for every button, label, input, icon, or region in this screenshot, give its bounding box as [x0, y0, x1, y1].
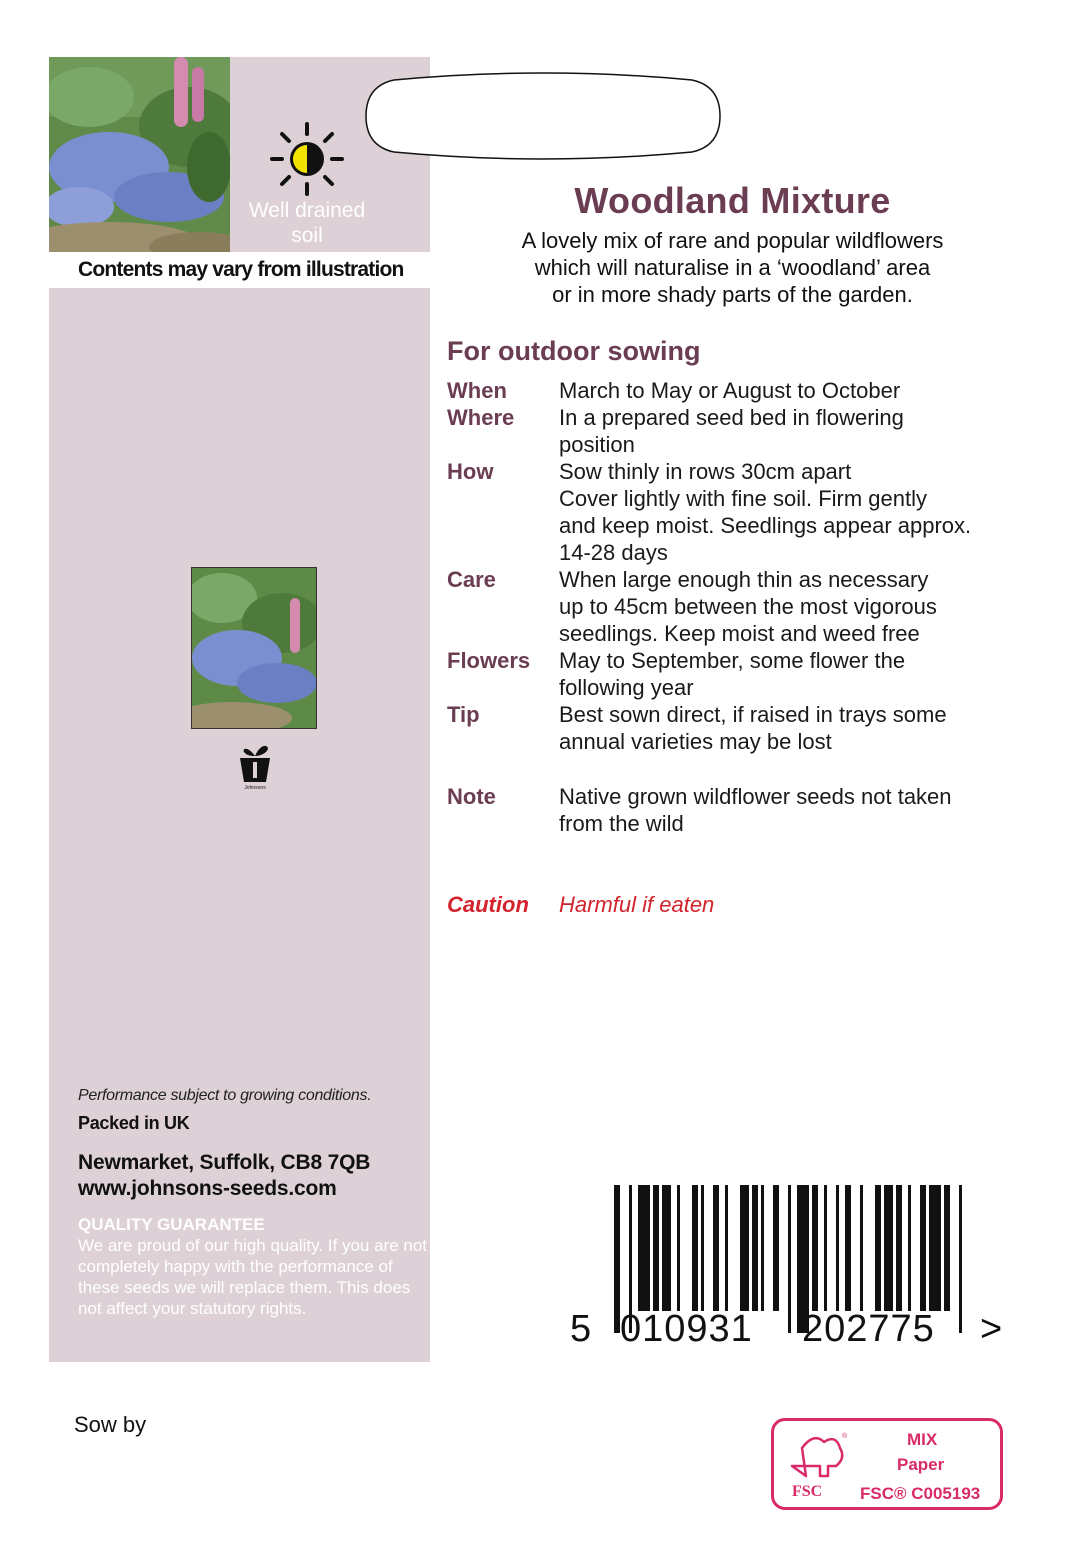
barcode-bar [653, 1185, 659, 1311]
barcode-bar [725, 1185, 728, 1311]
value-line: and keep moist. Seedlings appear approx. [559, 513, 972, 538]
value-line: up to 45cm between the most vigorous [559, 594, 937, 619]
row-value [559, 404, 1029, 458]
barcode-bar [845, 1185, 851, 1311]
packet-front-thumbnail [191, 567, 317, 729]
value-line: Best sown direct, if raised in trays some [559, 702, 947, 727]
barcode-bar [677, 1185, 680, 1311]
fsc-logo-text: FSC [792, 1483, 823, 1500]
value-line: Sow thinly in rows 30cm apart [559, 459, 852, 484]
barcode-digits-left: 010931 [620, 1308, 753, 1348]
row-value [559, 647, 1029, 701]
barcode-bar [713, 1185, 719, 1311]
barcode-digits-right: 202775 [802, 1308, 935, 1348]
value-line: position [559, 432, 635, 457]
row-value [559, 783, 1029, 837]
barcode-bar [896, 1185, 902, 1311]
value-line: In a prepared seed bed in flowering [559, 405, 904, 430]
sowing-heading: For outdoor sowing [447, 336, 701, 366]
barcode-bar [929, 1185, 941, 1311]
barcode-bar [824, 1185, 827, 1311]
row-value [559, 701, 1029, 755]
caution-label: Caution [447, 892, 529, 917]
contents-note: Contents may vary from illustration [78, 258, 404, 281]
barcode-bar [959, 1185, 962, 1333]
hanger-hole [364, 72, 722, 160]
fsc-paper: Paper [897, 1455, 945, 1474]
value-line: When large enough thin as necessary [559, 567, 929, 592]
johnsons-logo [238, 742, 272, 790]
barcode-bar [860, 1185, 863, 1311]
barcode-bar [701, 1185, 704, 1311]
product-title: Woodland Mixture [574, 180, 891, 221]
barcode-end-mark: > [980, 1308, 1003, 1348]
fsc-mix: MIX [907, 1430, 938, 1449]
sow-by-label: Sow by [74, 1412, 147, 1437]
caution-text: Harmful if eaten [559, 892, 715, 917]
barcode-bar [920, 1185, 926, 1311]
website: www.johnsons-seeds.com [78, 1177, 337, 1200]
value-line: from the wild [559, 811, 684, 836]
value-line: May to September, some flower the [559, 648, 906, 673]
soil-condition-label: Well drained soil [248, 199, 366, 247]
barcode-bar [884, 1185, 893, 1311]
performance-note: Performance subject to growing conditions. [78, 1087, 372, 1104]
row-label: When [447, 378, 507, 403]
row-label: How [447, 459, 494, 484]
description-line: A lovely mix of rare and popular wildflowers [521, 228, 944, 253]
row-label: Note [447, 784, 496, 809]
svg-text:®: ® [842, 1433, 848, 1440]
row-value [559, 566, 1029, 647]
barcode-bar [836, 1185, 839, 1311]
barcode-bar [638, 1185, 650, 1311]
packed-origin: Packed in UK [78, 1113, 190, 1133]
woodland-photo [49, 57, 230, 252]
barcode-bar [662, 1185, 671, 1311]
description-line: or in more shady parts of the garden. [552, 282, 913, 307]
product-description [440, 227, 1025, 308]
barcode-bar [908, 1185, 911, 1311]
value-line: annual varieties may be lost [559, 729, 832, 754]
fsc-tree-icon [784, 1428, 850, 1500]
partial-sun-icon [270, 122, 344, 196]
value-line: March to May or August to October [559, 378, 901, 403]
description-line: which will naturalise in a ‘woodland’ area [534, 255, 931, 280]
barcode-bar [812, 1185, 818, 1311]
row-value [559, 377, 1029, 404]
row-label: Flowers [447, 648, 531, 673]
address: Newmarket, Suffolk, CB8 7QB [78, 1151, 371, 1174]
value-line: Cover lightly with fine soil. Firm gently [559, 486, 928, 511]
barcode-bar [875, 1185, 881, 1311]
value-line: 14-28 days [559, 540, 668, 565]
quality-title: QUALITY GUARANTEE [78, 1215, 265, 1234]
row-label: Where [447, 405, 515, 430]
barcode [568, 1183, 1008, 1348]
value-line: Native grown wildflower seeds not taken [559, 784, 952, 809]
barcode-bar [773, 1185, 779, 1311]
row-label: Care [447, 567, 496, 592]
quality-guarantee [78, 1214, 428, 1319]
row-label: Tip [447, 702, 480, 727]
fsc-code: FSC® C005193 [860, 1484, 981, 1503]
value-line: seedlings. Keep moist and weed free [559, 621, 920, 646]
value-line: following year [559, 675, 694, 700]
address-block [78, 1150, 370, 1202]
barcode-bar [692, 1185, 698, 1311]
barcode-bar [761, 1185, 764, 1311]
logo-text: Johnsons [244, 785, 266, 790]
barcode-bar [788, 1185, 791, 1333]
barcode-bar [740, 1185, 749, 1311]
row-value [559, 458, 1029, 566]
quality-text: We are proud of our high quality. If you are not completely happy with the performance of these seeds we will replace them. This does not affect your statutory rights. [78, 1236, 428, 1318]
barcode-bar [752, 1185, 758, 1311]
barcode-bar [944, 1185, 950, 1311]
barcode-digit-first: 5 [570, 1308, 592, 1348]
